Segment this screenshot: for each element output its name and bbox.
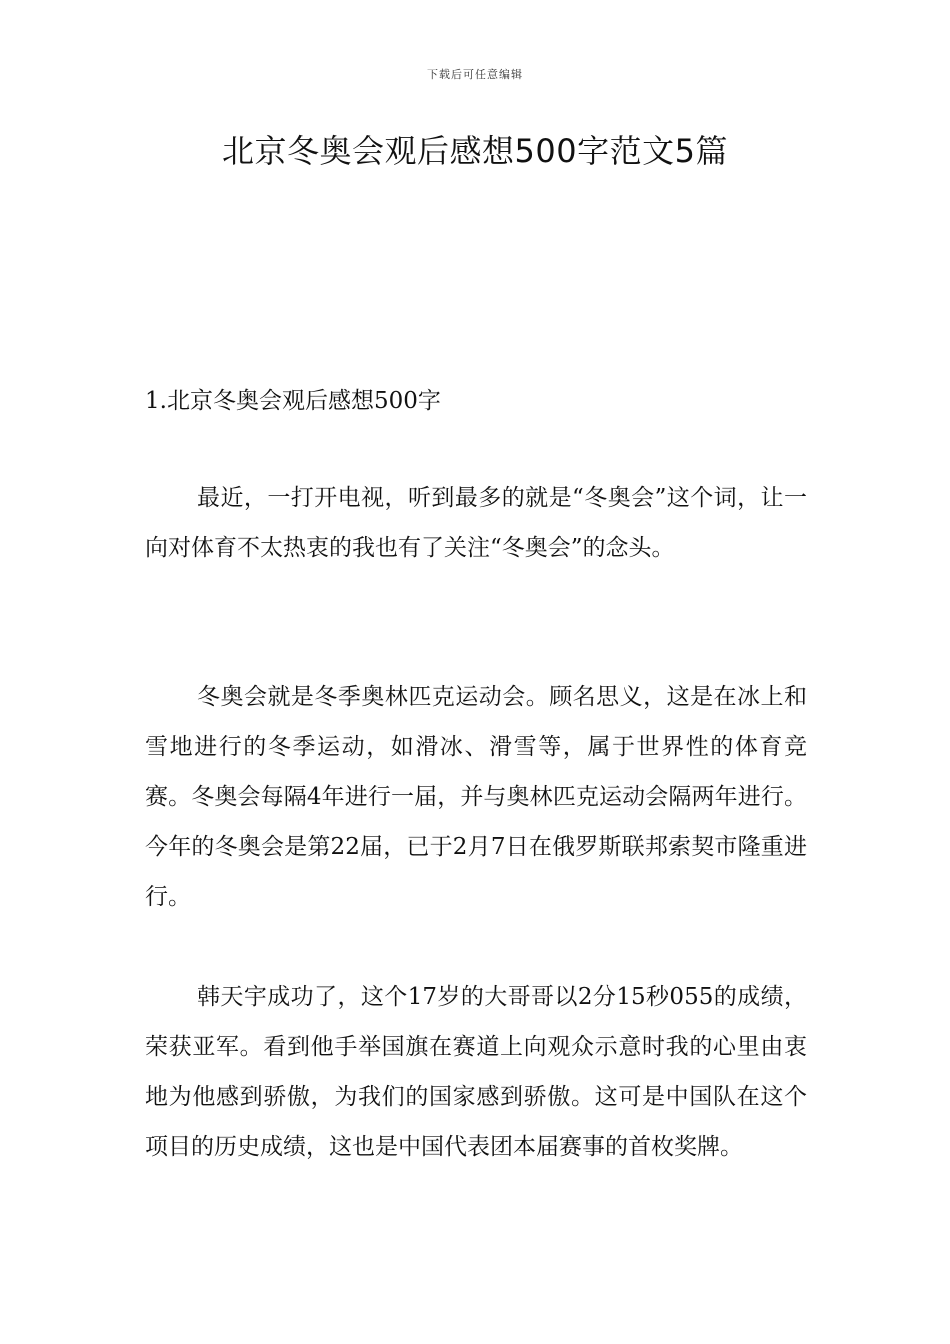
paragraph-2: 冬奥会就是冬季奥林匹克运动会。顾名思义，这是在冰上和雪地进行的冬季运动，如滑冰、滑雪等，属于世界性的体育竞赛。冬奥会每隔4年进行一届，并与奥林匹克运动会隔两年进行。今年的冬奥会是第22届，已于2月7日在俄罗斯联邦索契市隆重进行。 xyxy=(145,684,807,910)
document-title: 北京冬奥会观后感想500字范文5篇 xyxy=(222,132,728,170)
paragraph-3: 韩天宇成功了，这个17岁的大哥哥以2分15秒055的成绩，荣获亚军。看到他手举国旗在赛道上向观众示意时我的心里由衷地为他感到骄傲，为我们的国家感到骄傲。这可是中国队在这个项目的历史成绩，这也是中国代表团本届赛事的首枚奖牌。 xyxy=(145,984,807,1160)
section-heading: 1.北京冬奥会观后感想500字 xyxy=(145,388,441,414)
header-note: 下载后可任意编辑 xyxy=(427,68,523,81)
paragraph-1: 最近，一打开电视，听到最多的就是“冬奥会”这个词，让一向对体育不太热衷的我也有了关注“冬奥会”的念头。 xyxy=(145,485,807,561)
